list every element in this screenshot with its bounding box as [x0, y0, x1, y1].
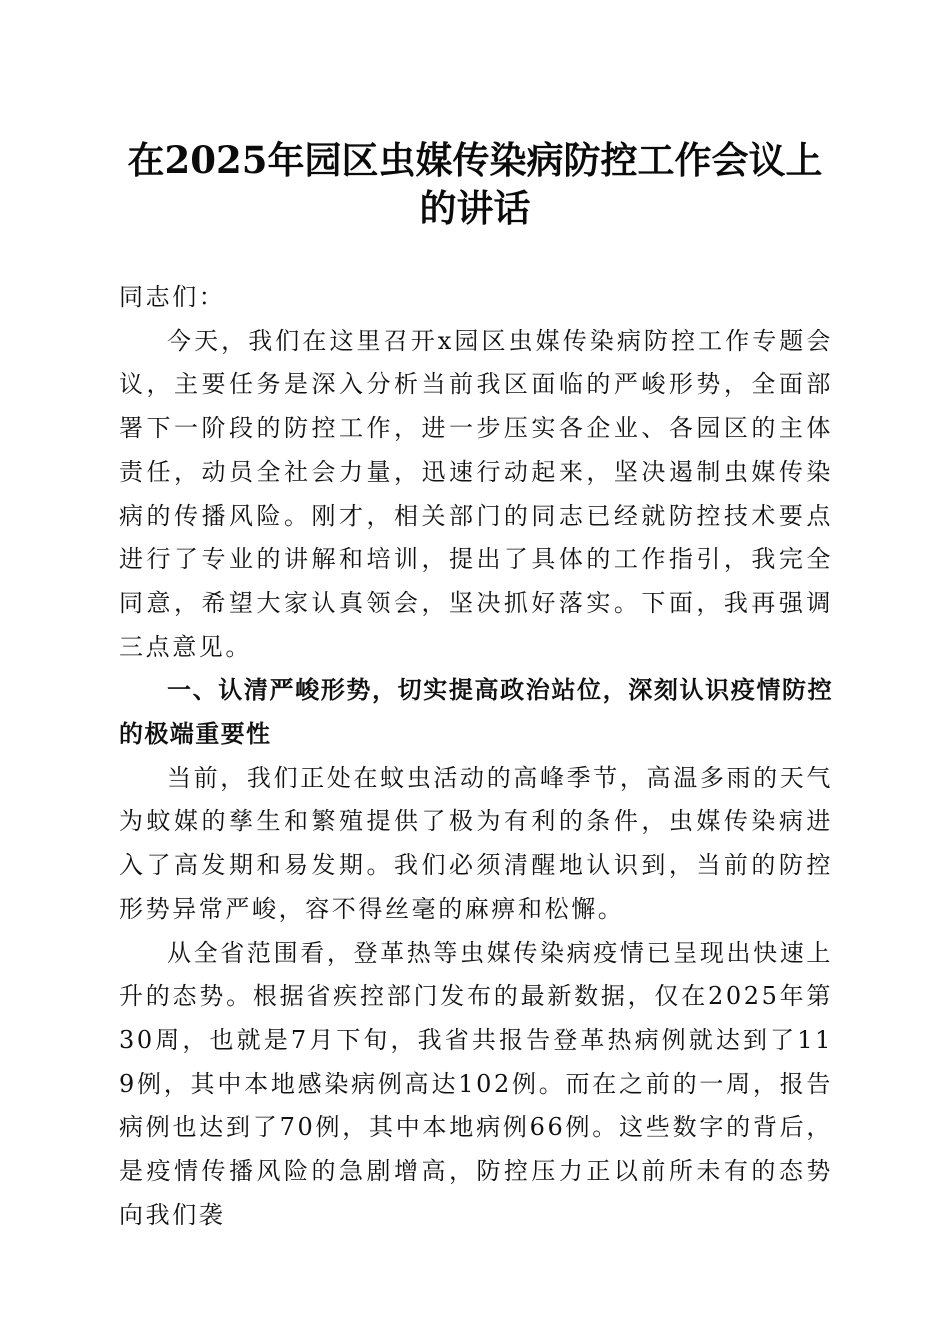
section-heading: 一、认清严峻形势，切实提高政治站位，深刻认识疫情防控的极端重要性: [119, 676, 833, 749]
salutation: 同志们：: [119, 283, 226, 311]
intro-paragraph: 今天，我们在这里召开x园区虫媒传染病防控工作专题会议，主要任务是深入分析当前我区面临的严峻形势，全面部署下一阶段的防控工作，进一步压实各企业、各园区的主体责任，动员全社会力量，迅速行动起来，坚决遏制虫媒传染病的传播风险。刚才，相关部门的同志已经就防控技术要点进行了专业的讲解和培训，提出了具体的工作指引，我完全同意，希望大家认真领会，坚决抓好落实。下面，我再强调三点意见。: [119, 326, 833, 661]
document-title: 在2025年园区虫媒传染病防控工作会议上的讲话: [127, 138, 823, 230]
section-paragraph: 当前，我们正处在蚊虫活动的高峰季节，高温多雨的天气为蚊媒的孳生和繁殖提供了极为有利的条件，虫媒传染病进入了高发期和易发期。我们必须清醒地认识到，当前的防控形势异常严峻，容不得丝毫的麻痹和松懈。: [119, 763, 833, 923]
section-paragraph: 从全省范围看，登革热等虫媒传染病疫情已呈现出快速上升的态势。根据省疾控部门发布的最新数据，仅在2025年第30周，也就是7月下旬，我省共报告登革热病例就达到了119例，其中本地感染病例高达102例。而在之前的一周，报告病例也达到了70例，其中本地病例66例。这些数字的背后，是疫情传播风险的急剧增高，防控压力正以前所未有的态势向我们袭: [119, 938, 833, 1229]
document-body: [119, 276, 833, 1237]
